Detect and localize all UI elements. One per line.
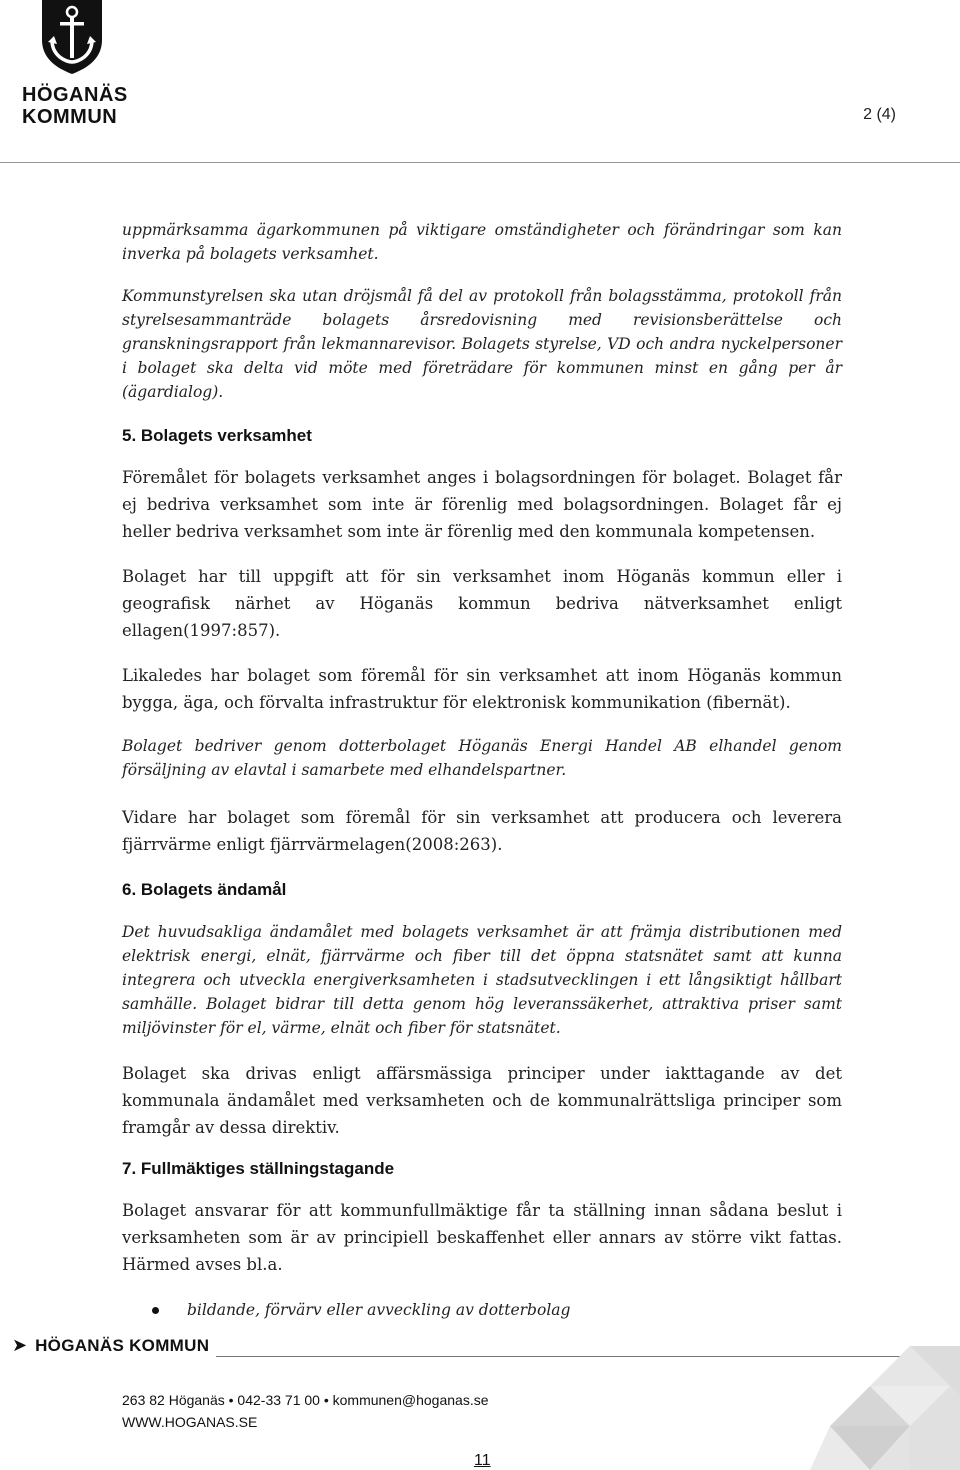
paragraph-9: Bolaget ska drivas enligt affärsmässiga principer under iakttagande av det kommunala ändamålet med verksamheten och de kommunalrättsliga principer som framgår av dessa direktiv. bbox=[122, 1064, 842, 1137]
anchor-crest-icon bbox=[38, 0, 106, 74]
heading-section-6: 6. Bolagets ändamål bbox=[122, 880, 287, 899]
page-label: 2 (4) bbox=[863, 106, 896, 123]
bullet-text: bildande, förvärv eller avveckling av dotterbolag bbox=[187, 1301, 571, 1319]
heading-section-7: 7. Fullmäktiges ställningstagande bbox=[122, 1159, 395, 1178]
logo-text-line1: HÖGANÄS bbox=[22, 84, 128, 106]
heading-section-5: 5. Bolagets verksamhet bbox=[122, 426, 312, 445]
footer-website-link[interactable]: WWW.HOGANAS.SE bbox=[122, 1414, 258, 1430]
paragraph-2: Kommunstyrelsen ska utan dröjsmål få del av protokoll från bolagsstämma, protokoll från styrelsesammanträde bolagets årsredovisning med revisionsberättelse och granskningsrapport från lekmannarevisor. Bolagets styrelse, VD och andra nyckelpersoner i bolaget ska delta vid möte med företrädare för kommunen minst en gång per år (ägardialog). bbox=[122, 287, 842, 401]
footer-page-number: 11 bbox=[474, 1452, 491, 1469]
footer-org bbox=[12, 1335, 209, 1356]
footer-org-name: HÖGANÄS KOMMUN bbox=[35, 1335, 210, 1355]
footer-contact: 263 82 Höganäs • 042-33 71 00 • kommunen@hoganas.se bbox=[122, 1392, 489, 1408]
paragraph-5: Likaledes har bolaget som föremål för sin verksamhet att inom Höganäs kommun bygga, äga, och förvalta infrastruktur för elektronisk kommunikation (fibernät). bbox=[122, 666, 842, 712]
header-divider bbox=[0, 162, 960, 163]
paragraph-10: Bolaget ansvarar för att kommunfullmäktige får ta ställning innan sådana beslut i verksamheten som är av principiell beskaffenhet eller annars av större vikt fattas. Härmed avses bl.a. bbox=[122, 1201, 842, 1274]
document-body bbox=[122, 218, 842, 1322]
paragraph-8: Det huvudsakliga ändamålet med bolagets verksamhet är att främja distributionen med elektrisk energi, elnät, fjärrvärme och fiber till det öppna statsnätet samt att kunna integrera och utveckla energiverksamheten i stadsutvecklingen i ett långsiktigt hållbart samhälle. Bolaget bidrar till detta genom hög leveranssäkerhet, attraktiva priser samt miljövinster för el, värme, elnät och fiber för statsnätet. bbox=[122, 923, 842, 1037]
paragraph-7: Vidare har bolaget som föremål för sin verksamhet att producera och leverera fjärrvärme enligt fjärrvärmelagen(2008:263). bbox=[122, 808, 842, 854]
arrow-right-icon: ➤ bbox=[12, 1335, 28, 1356]
bullet-item bbox=[122, 1298, 842, 1322]
bullet-dot-icon bbox=[152, 1307, 159, 1314]
paragraph-4: Bolaget har till uppgift att för sin verksamhet inom Höganäs kommun eller i geografisk närhet av Höganäs kommun bedriva nätverksamhet enligt ellagen(1997:857). bbox=[122, 567, 842, 640]
hoganas-logo bbox=[22, 0, 128, 128]
logo-text-line2: KOMMUN bbox=[22, 106, 118, 128]
decorative-triangles-icon bbox=[810, 1346, 960, 1470]
paragraph-6: Bolaget bedriver genom dotterbolaget Höganäs Energi Handel AB elhandel genom försäljning av elavtal i samarbete med elhandelspartner. bbox=[122, 737, 842, 779]
paragraph-1: uppmärksamma ägarkommunen på viktigare omständigheter och förändringar som kan inverka på bolagets verksamhet. bbox=[122, 221, 842, 263]
paragraph-3: Föremålet för bolagets verksamhet anges i bolagsordningen för bolaget. Bolaget får ej bedriva verksamhet som inte är förenlig med bolagsordningen. Bolaget får ej heller bedriva verksamhet som inte är förenlig med den kommunala kompetensen. bbox=[122, 468, 842, 541]
